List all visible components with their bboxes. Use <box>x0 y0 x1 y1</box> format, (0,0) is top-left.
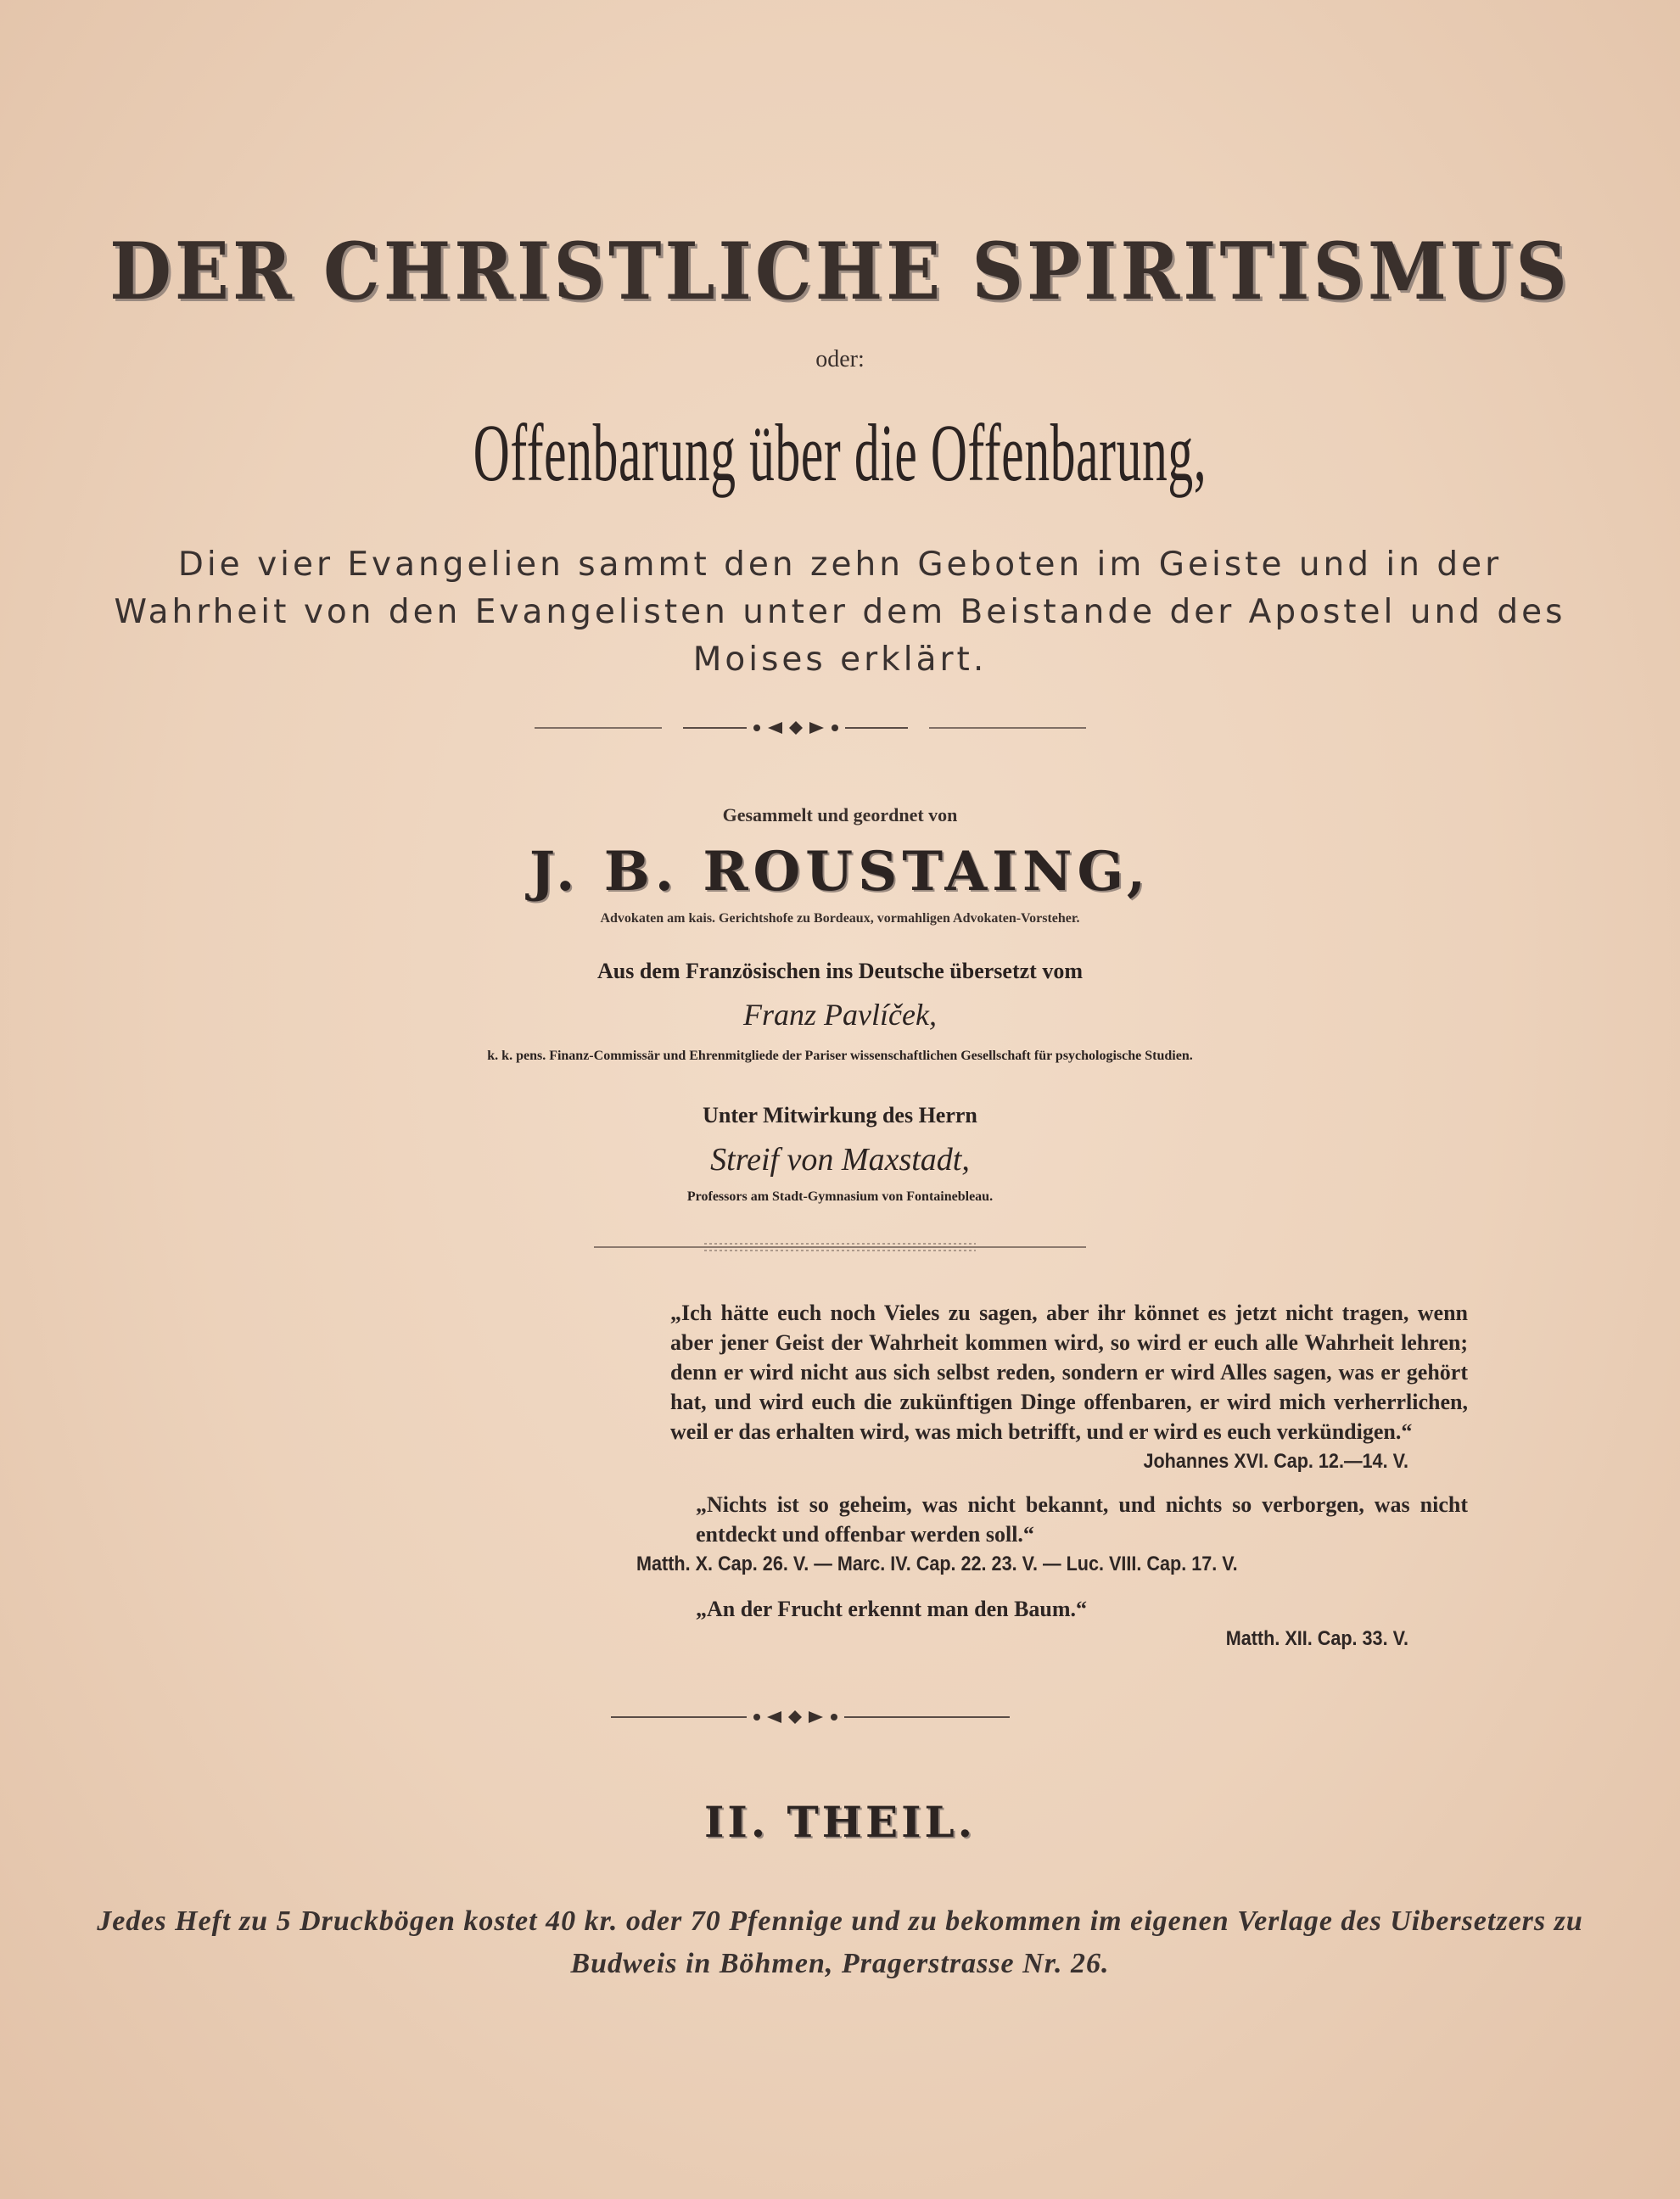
author-name: J. B. ROUSTAING, <box>529 840 1151 904</box>
helper-note: Professors am Stadt-Gymnasium von Fontainebleau. <box>686 1189 994 1204</box>
translator-note: k. k. pens. Finanz-Commissär und Ehrenmitgliede der Pariser wissenschaftlichen Gesellschaft für psychologische Studien. <box>487 1049 1193 1063</box>
translator-name: Franz Pavlíček, <box>743 998 937 1032</box>
book-subtitle: Offenbarung über die Offenbarung, <box>473 407 1207 498</box>
quote-text: „Nichts ist so geheim, was nicht bekannt, und nichts so verborgen, was nicht entdeckt und offenbar werden soll.“ <box>696 1492 1468 1547</box>
part-heading: II. THEIL. <box>703 1797 977 1847</box>
book-description: Die vier Evangelien sammt den zehn Geboten im Geiste und in der Wahrheit von den Evangelisten unter dem Beistande der Apostel und des Moises erklärt. <box>114 546 1566 679</box>
book-title: DER CHRISTLICHE SPIRITISMUS <box>109 225 1571 317</box>
mitwirkung-label: Unter Mitwirkung des Herrn <box>703 1103 977 1127</box>
author-note: Advokaten am kais. Gerichtshofe zu Bordeaux, vormahligen Advokaten-Vorsteher. <box>600 911 1080 926</box>
quote-text: „An der Frucht erkennt man den Baum.“ <box>696 1597 1088 1621</box>
footer-price-note: Jedes Heft zu 5 Druckbögen kostet 40 kr. oder 70 Pfennige und zu bekommen im eigenen Verlage des Uibersetzers zu Budweis in Böhmen, Pragerstrasse Nr. 26. <box>97 1905 1583 1979</box>
ornament-divider-middle <box>594 1240 1086 1254</box>
quote-text: „Ich hätte euch noch Vieles zu sagen, aber ihr könnet es jetzt nicht tragen, wenn aber jener Geist der Wahrheit kommen wird, so wird er euch alle Wahrheit lehren; denn er wird nicht aus sich selbst reden, sondern er wird Alles sagen, was er gehört hat, und wird euch die zukünftigen Dinge offenbaren, er wird mich verherrlichen, weil er das erhalten wird, was mich betrifft, und er wird es euch verkündigen.“ <box>670 1301 1468 1444</box>
gesammelt-label: Gesammelt und geordnet von <box>722 804 958 825</box>
quote-reference: Johannes XVI. Cap. 12.—14. V. <box>1143 1450 1408 1473</box>
quote-reference: Matth. XII. Cap. 33. V. <box>1225 1627 1408 1650</box>
ornament-divider-bottom <box>611 1707 1010 1727</box>
quote-reference: Matth. X. Cap. 26. V. — Marc. IV. Cap. 22. 23. V. — Luc. VIII. Cap. 17. V. <box>636 1553 1238 1575</box>
epigraph-quotes <box>636 1298 1468 1667</box>
translated-label: Aus dem Französischen ins Deutsche übersetzt vom <box>597 959 1083 983</box>
oder-connector: oder: <box>815 346 865 372</box>
helper-name: Streif von Maxstadt, <box>710 1142 970 1178</box>
ornament-divider-top <box>535 718 1086 738</box>
